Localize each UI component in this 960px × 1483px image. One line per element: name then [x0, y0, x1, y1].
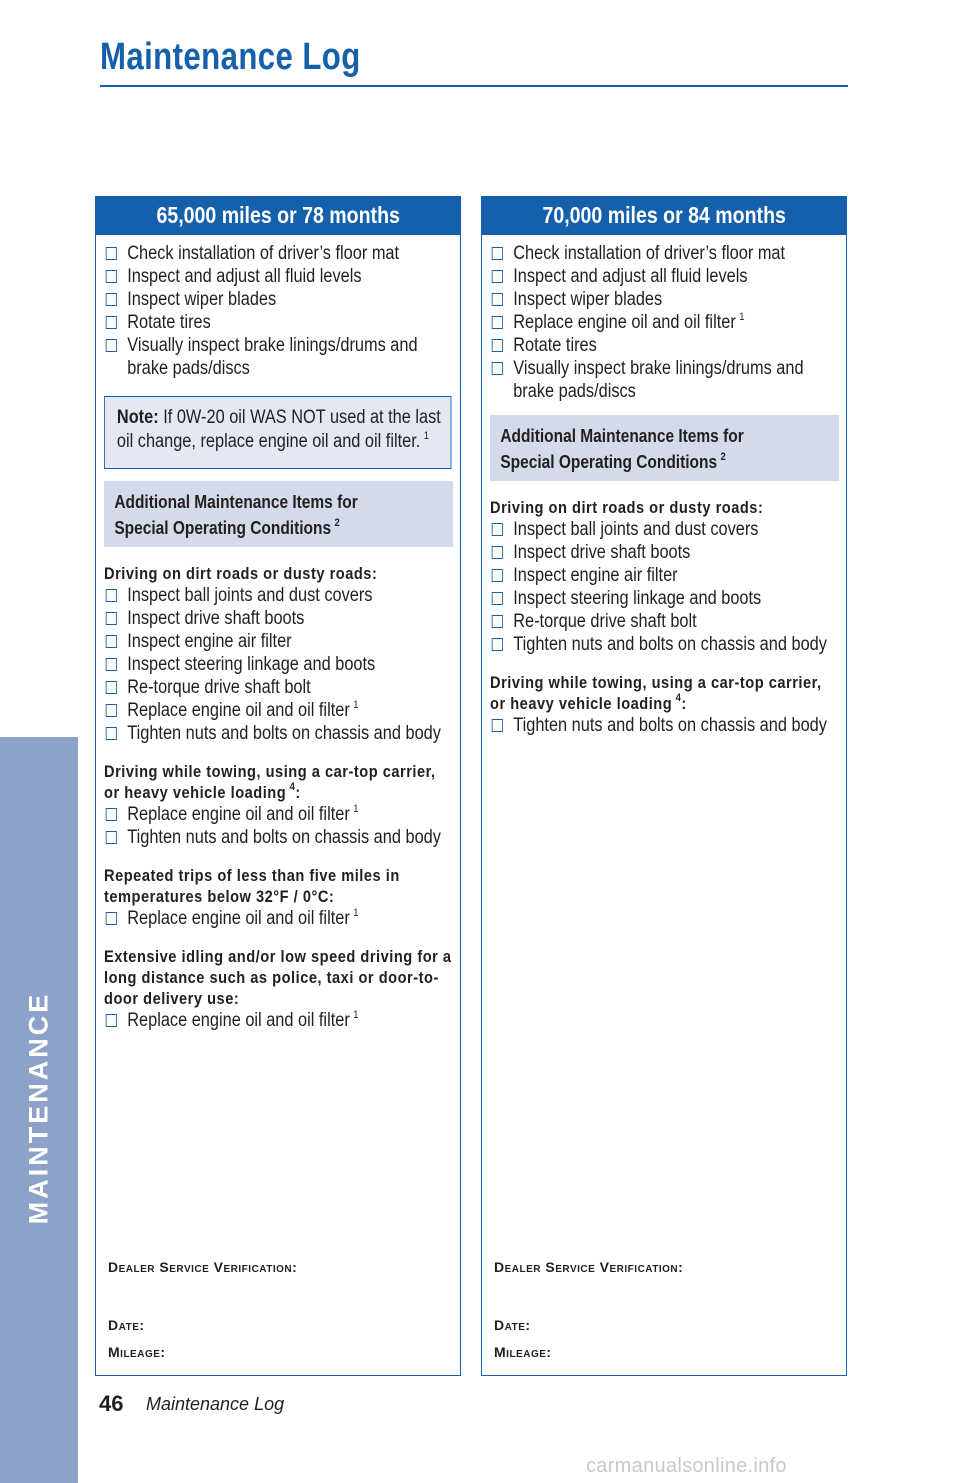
checklist-item [490, 311, 839, 334]
checkbox[interactable] [492, 546, 503, 559]
additional-title-line1: Additional Maintenance Items for [500, 426, 744, 446]
checklist-item-text: Inspect drive shaft boots [127, 608, 305, 629]
checklist-item [490, 357, 839, 403]
footnote-ref: 1 [353, 1009, 359, 1021]
checklist-item-text: Inspect engine air filter [513, 565, 678, 586]
column-header: 65,000 miles or 78 months [95, 196, 461, 235]
watermark: carmanualsonline.info [586, 1455, 787, 1477]
note-box [104, 396, 451, 469]
checkbox[interactable] [492, 638, 503, 651]
checklist-item [490, 288, 839, 311]
checklist-item-text: Inspect and adjust all fluid levels [127, 266, 362, 287]
checklist-item-text: Inspect steering linkage and boots [127, 654, 376, 675]
checklist-item-text: Inspect drive shaft boots [513, 542, 691, 563]
footer-label: Maintenance Log [146, 1394, 285, 1414]
condition-heading-text: Driving on dirt roads or dusty roads: [104, 564, 378, 583]
checklist-item-text: Replace engine oil and oil filter [127, 804, 350, 825]
date-label: Date: [494, 1317, 531, 1333]
page-number: 46 [99, 1391, 124, 1416]
checklist-item-text: Rotate tires [127, 312, 211, 333]
checkbox[interactable] [106, 727, 117, 740]
checklist-item-text: Replace engine oil and oil filter [127, 908, 350, 929]
checklist-item [490, 334, 839, 357]
checklist-item [490, 564, 839, 587]
checklist-item-text: Check installation of driver’s floor mat [127, 243, 400, 264]
condition-heading-text: Driving while towing, using a car-top carrier, or heavy vehicle loading [490, 673, 822, 713]
checklist-item-text: Inspect ball joints and dust covers [513, 519, 759, 540]
checklist-item-text: Rotate tires [513, 335, 597, 356]
checklist-item-text: Inspect wiper blades [127, 289, 277, 310]
footnote-ref: 1 [353, 803, 359, 815]
footnote-ref: 4 [675, 692, 682, 704]
additional-title-text: Special Operating Conditions [114, 518, 332, 538]
checklist-item-text: Inspect wiper blades [513, 289, 663, 310]
checklist-item [104, 265, 453, 288]
page-title: Maintenance Log [100, 36, 361, 78]
checklist-item-text: Tighten nuts and bolts on chassis and body [127, 827, 441, 848]
checkbox[interactable] [492, 592, 503, 605]
condition-heading [104, 563, 453, 584]
condition-heading: Driving while towing, using a car-top carrier, or heavy vehicle loading $^4$: [490, 673, 822, 713]
checkbox[interactable] [492, 719, 503, 732]
checkbox[interactable] [492, 523, 503, 536]
column-header: 70,000 miles or 84 months [481, 196, 847, 235]
additional-items-header [490, 415, 839, 481]
checkbox[interactable] [106, 339, 117, 352]
checklist-item [104, 1009, 453, 1032]
checkbox[interactable] [492, 569, 503, 582]
checkbox[interactable] [106, 681, 117, 694]
checkbox[interactable] [106, 704, 117, 717]
checkbox[interactable] [492, 247, 503, 260]
additional-title-line2 [500, 449, 830, 475]
checklist-item [104, 288, 453, 311]
checklist-item-text: Replace engine oil and oil filter [127, 1010, 350, 1031]
checkbox[interactable] [492, 615, 503, 628]
checkbox[interactable] [492, 316, 503, 329]
checklist-item-text: Re-torque drive shaft bolt [513, 611, 697, 632]
checkbox[interactable] [106, 1014, 117, 1027]
column-content [490, 242, 839, 737]
checklist-item [104, 699, 453, 722]
dealer-verification-label: Dealer Service Verification: [108, 1259, 298, 1275]
checkbox[interactable] [106, 612, 117, 625]
mileage-label: Mileage: [494, 1344, 552, 1360]
date-label: Date: [108, 1317, 145, 1333]
checklist-item-text: Visually inspect brake linings/drums and brake pads/discs [127, 335, 418, 379]
checklist-item [490, 610, 839, 633]
checklist-item [490, 633, 839, 656]
checklist-item [104, 311, 453, 334]
checklist-item [104, 907, 453, 930]
condition-heading [104, 946, 453, 1009]
additional-title-line2 [114, 515, 444, 541]
checklist-item-text: Inspect engine air filter [127, 631, 292, 652]
checklist-item-text: Tighten nuts and bolts on chassis and body [513, 634, 827, 655]
side-tab-label: MAINTENANCE [23, 991, 54, 1225]
note-text: If 0W-20 oil WAS NOT used at the last oil change, replace engine oil and oil filter. [116, 407, 441, 452]
checklist-item [490, 242, 839, 265]
additional-title-text: Special Operating Conditions [500, 452, 718, 472]
column-content [104, 242, 453, 1032]
checklist-item [104, 242, 453, 265]
interval-column-65000 [95, 196, 461, 1376]
checklist-item [104, 607, 453, 630]
checklist-item-text: Replace engine oil and oil filter [127, 700, 350, 721]
checklist-item [104, 630, 453, 653]
checkbox[interactable] [106, 293, 117, 306]
checklist-item-text: Check installation of driver’s floor mat [513, 243, 786, 264]
checklist-item [490, 518, 839, 541]
checkbox[interactable] [106, 808, 117, 821]
checkbox[interactable] [106, 247, 117, 260]
checkbox[interactable] [106, 635, 117, 648]
footnote-ref: 1 [739, 311, 745, 323]
checklist-item [490, 587, 839, 610]
checklist-item [104, 584, 453, 607]
condition-heading: Driving while towing, using a car-top carrier, or heavy vehicle loading $^4$: [104, 762, 436, 802]
checklist-item-text: Tighten nuts and bolts on chassis and body [127, 723, 441, 744]
checklist-item-text: Visually inspect brake linings/drums and brake pads/discs [513, 358, 804, 402]
checklist-item-text: Replace engine oil and oil filter [513, 312, 736, 333]
checkbox[interactable] [106, 270, 117, 283]
checklist-item [104, 334, 453, 380]
checklist-item [104, 803, 453, 826]
checklist-item-text: Inspect ball joints and dust covers [127, 585, 373, 606]
checklist-item-text: Re-torque drive shaft bolt [127, 677, 311, 698]
additional-title-line1: Additional Maintenance Items for [114, 492, 358, 512]
title-rule [100, 85, 848, 87]
footnote-ref: 1 [353, 907, 359, 919]
checkbox[interactable] [106, 912, 117, 925]
condition-heading-text: Driving on dirt roads or dusty roads: [490, 498, 764, 517]
checklist-item [490, 265, 839, 288]
mileage-label: Mileage: [108, 1344, 166, 1360]
checkbox[interactable] [106, 316, 117, 329]
footnote-ref: 1 [423, 430, 430, 442]
footnote-ref: 2 [720, 451, 726, 463]
dealer-verification-label: Dealer Service Verification: [494, 1259, 684, 1275]
checkbox[interactable] [492, 339, 503, 352]
footnote-ref: 1 [353, 699, 359, 711]
checkbox[interactable] [106, 658, 117, 671]
checklist-item [104, 653, 453, 676]
condition-heading-text: Extensive idling and/or low speed driving for a long distance such as police, taxi or door-to-door delivery use: [104, 947, 452, 1008]
footnote-ref: 4 [289, 781, 296, 793]
condition-heading-text: Driving while towing, using a car-top carrier, or heavy vehicle loading [104, 762, 436, 802]
checklist-item-text: Tighten nuts and bolts on chassis and body [513, 715, 827, 736]
note-label: Note: [116, 407, 159, 428]
checklist-item-text: Inspect steering linkage and boots [513, 588, 762, 609]
checkbox[interactable] [106, 831, 117, 844]
checklist-item-text: Inspect and adjust all fluid levels [513, 266, 748, 287]
checklist-item [490, 714, 839, 737]
checklist-item [104, 676, 453, 699]
checkbox[interactable] [106, 589, 117, 602]
checklist-item [104, 722, 453, 745]
condition-heading [490, 497, 839, 518]
checklist-item [490, 541, 839, 564]
additional-items-header [104, 481, 453, 547]
condition-heading-text: Repeated trips of less than five miles in temperatures below 32°F / 0°C: [104, 866, 400, 906]
footnote-ref: 2 [334, 517, 340, 529]
checklist-item [104, 826, 453, 849]
checkbox[interactable] [492, 270, 503, 283]
checkbox[interactable] [492, 362, 503, 375]
condition-heading [104, 865, 453, 907]
checkbox[interactable] [492, 293, 503, 306]
interval-column-70000 [481, 196, 847, 1376]
